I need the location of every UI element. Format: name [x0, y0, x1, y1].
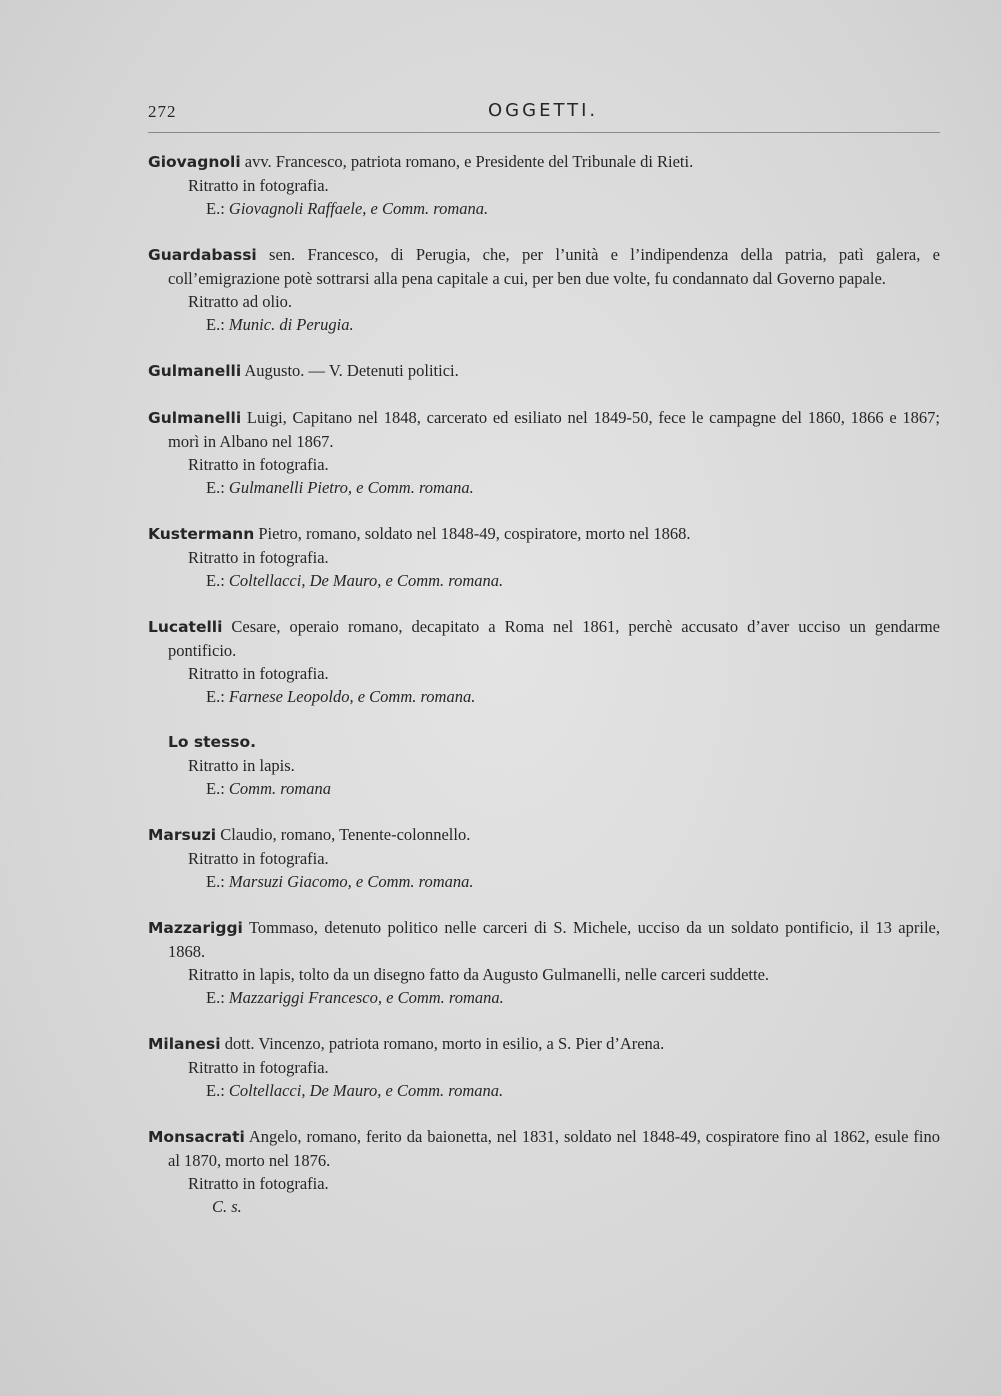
entry-gulmanelli-augusto: [148, 359, 940, 383]
entry-guardabassi: [148, 243, 940, 336]
entry-gulmanelli-luigi: [148, 406, 940, 499]
exhibitor-lead: E.:: [206, 1081, 229, 1100]
entry-exhibitor: Farnese Leopoldo, e Comm. romana.: [228, 687, 476, 706]
exhibitor-lead: E.:: [206, 779, 229, 798]
entry-portrait: Ritratto in fotografia.: [188, 1058, 329, 1077]
page-header: [148, 98, 940, 133]
entry-exhibitor: Mazzariggi Francesco, e Comm. romana.: [228, 988, 504, 1007]
entry-subheading: Lo stesso.: [168, 733, 257, 751]
entry-surname: Gulmanelli: [148, 409, 242, 427]
entry-portrait: Ritratto in fotografia.: [188, 548, 329, 567]
entry-portrait: Ritratto in lapis.: [188, 756, 295, 775]
entry-surname: Gulmanelli: [148, 362, 242, 380]
entry-marsuzi: [148, 823, 940, 893]
entry-exhibitor: Coltellacci, De Mauro, e Comm. romana.: [228, 1081, 504, 1100]
entry-lucatelli-lo-stesso: [148, 731, 940, 800]
entry-surname: Lucatelli: [148, 618, 223, 636]
entry-surname: Mazzariggi: [148, 919, 243, 937]
entry-portrait: Ritratto in lapis, tolto da un disegno fatto da Augusto Gulmanelli, nelle carceri suddette.: [188, 965, 770, 984]
entry-description: Luigi, Capitano nel 1848, carcerato ed esiliato nel 1849-50, fece le campagne del 1860, 1866 e 1867; morì in Albano nel 1867.: [168, 408, 940, 451]
entry-lucatelli: [148, 615, 940, 708]
entry-description: Claudio, romano, Tenente-colonnello.: [216, 825, 471, 844]
entry-surname: Giovagnoli: [148, 153, 241, 171]
entry-description: Pietro, romano, soldato nel 1848-49, cospiratore, morto nel 1868.: [254, 524, 691, 543]
entry-description: Angelo, romano, ferito da baionetta, nel 1831, soldato nel 1848-49, cospiratore fino al 1862, esule fino al 1870, morto nel 1876.: [168, 1127, 940, 1170]
entry-exhibitor: Marsuzi Giacomo, e Comm. romana.: [228, 872, 474, 891]
page-number: 272: [148, 102, 177, 121]
entry-surname: Kustermann: [148, 525, 255, 543]
entry-giovagnoli: [148, 150, 940, 220]
exhibitor-lead: E.:: [206, 571, 229, 590]
entry-milanesi: [148, 1032, 940, 1102]
entry-exhibitor: Munic. di Perugia.: [228, 315, 354, 334]
entry-kustermann: [148, 522, 940, 592]
entry-portrait: Ritratto in fotografia.: [188, 664, 329, 683]
entry-description: sen. Francesco, di Perugia, che, per l’unità e l’indipendenza della patria, patì galera, e coll’emigrazione potè sottrarsi alla pena capitale a cui, per ben due volte, fu condannato dal Governo papale.: [168, 245, 940, 288]
entry-portrait: Ritratto in fotografia.: [188, 176, 329, 195]
entry-portrait: Ritratto ad olio.: [188, 292, 293, 311]
entry-surname: Monsacrati: [148, 1128, 245, 1146]
entries-list: [148, 150, 940, 1241]
entry-description: Tommaso, detenuto politico nelle carceri di S. Michele, ucciso da un soldato pontificio, il 13 aprile, 1868.: [168, 918, 940, 961]
exhibitor-lead: E.:: [206, 988, 229, 1007]
entry-description: Augusto. — V. Detenuti politici.: [241, 361, 459, 380]
entry-description: avv. Francesco, patriota romano, e Presidente del Tribunale di Rieti.: [240, 152, 694, 171]
entry-surname: Milanesi: [148, 1035, 221, 1053]
entry-exhibitor: Gulmanelli Pietro, e Comm. romana.: [228, 478, 474, 497]
entry-exhibitor: C. s.: [212, 1197, 242, 1216]
entry-description: dott. Vincenzo, patriota romano, morto in esilio, a S. Pier d’Arena.: [220, 1034, 665, 1053]
entry-portrait: Ritratto in fotografia.: [188, 455, 329, 474]
entry-exhibitor: Comm. romana: [228, 779, 331, 798]
entry-exhibitor: Coltellacci, De Mauro, e Comm. romana.: [228, 571, 504, 590]
exhibitor-lead: E.:: [206, 478, 229, 497]
entry-portrait: Ritratto in fotografia.: [188, 1174, 329, 1193]
entry-exhibitor: Giovagnoli Raffaele, e Comm. romana.: [228, 199, 489, 218]
running-title: OGGETTI.: [488, 100, 599, 121]
exhibitor-lead: E.:: [206, 872, 229, 891]
entry-mazzariggi: [148, 916, 940, 1009]
entry-monsacrati: [148, 1125, 940, 1218]
entry-surname: Marsuzi: [148, 826, 217, 844]
entry-surname: Guardabassi: [148, 246, 257, 264]
exhibitor-lead: E.:: [206, 687, 229, 706]
entry-description: Cesare, operaio romano, decapitato a Roma nel 1861, perchè accusato d’aver ucciso un gendarme pontificio.: [168, 617, 940, 660]
exhibitor-lead: E.:: [206, 199, 229, 218]
entry-portrait: Ritratto in fotografia.: [188, 849, 329, 868]
exhibitor-lead: E.:: [206, 315, 229, 334]
